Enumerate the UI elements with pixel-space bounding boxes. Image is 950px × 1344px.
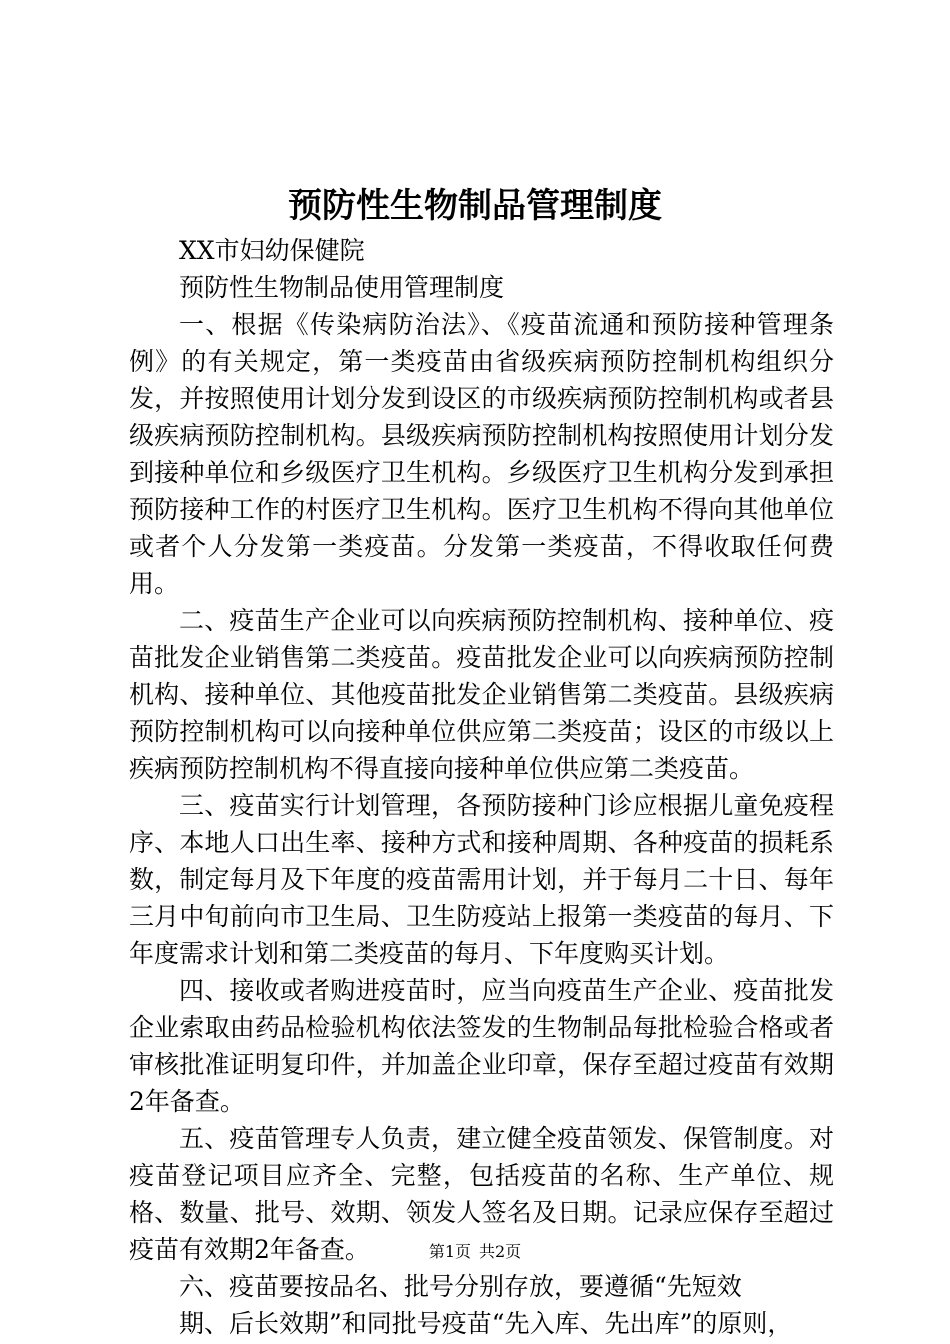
document-body bbox=[129, 232, 834, 1342]
page-number: 第1页 bbox=[428, 1242, 471, 1261]
paragraph-2: 二、疫苗生产企业可以向疾病预防控制机构、接种单位、疫苗批发企业销售第二类疫苗。疫苗批发企业可以向疾病预防控制机构、接种单位、其他疫苗批发企业销售第二类疫苗。县级疾病预防控制机构可以向接种单位供应第二类疫苗；设区的市级以上疾病预防控制机构不得直接向接种单位供应第二类疫苗。 bbox=[129, 606, 834, 783]
paragraph-1: 一、根据《传染病防治法》、《疫苗流通和预防接种管理条例》的有关规定，第一类疫苗由省级疾病预防控制机构组织分发，并按照使用计划分发到设区的市级疾病预防控制机构或者县级疾病预防控制机构。县级疾病预防控制机构按照使用计划分发到接种单位和乡级医疗卫生机构。乡级医疗卫生机构分发到承担预防接种工作的村医疗卫生机构。医疗卫生机构不得向其他单位或者个人分发第一类疫苗。分发第一类疫苗，不得收取任何费用。 bbox=[129, 310, 834, 598]
paragraph-3: 三、疫苗实行计划管理，各预防接种门诊应根据儿童免疫程序、本地人口出生率、接种方式和接种周期、各种疫苗的损耗系数，制定每月及下年度的疫苗需用计划，并于每月二十日、每年三月中旬前向市卫生局、卫生防疫站上报第一类疫苗的每月、下年度需求计划和第二类疫苗的每月、下年度购买计划。 bbox=[129, 791, 834, 968]
page-footer bbox=[0, 1240, 950, 1264]
organization-name: XX市妇幼保健院 bbox=[179, 236, 365, 265]
paragraph-5: 五、疫苗管理专人负责，建立健全疫苗领发、保管制度。对疫苗登记项目应齐全、完整，包括疫苗的名称、生产单位、规格、数量、批号、效期、领发人签名及日期。记录应保存至超过疫苗有效期2年备查。 bbox=[129, 1124, 834, 1264]
document-title: 预防性生物制品管理制度 bbox=[288, 186, 662, 226]
page-total: 共2页 bbox=[479, 1242, 522, 1261]
document-subtitle: 预防性生物制品使用管理制度 bbox=[179, 273, 505, 302]
paragraph-6-continued: 期、后长效期”和同批号疫苗“先入库、先出库”的原则， bbox=[179, 1309, 793, 1338]
paragraph-4: 四、接收或者购进疫苗时，应当向疫苗生产企业、疫苗批发企业索取由药品检验机构依法签发的生物制品每批检验合格或者审核批准证明复印件，并加盖企业印章，保存至超过疫苗有效期2年备查。 bbox=[129, 976, 834, 1116]
paragraph-6: 六、疫苗要按品名、批号分别存放，要遵循“先短效 bbox=[179, 1272, 742, 1301]
